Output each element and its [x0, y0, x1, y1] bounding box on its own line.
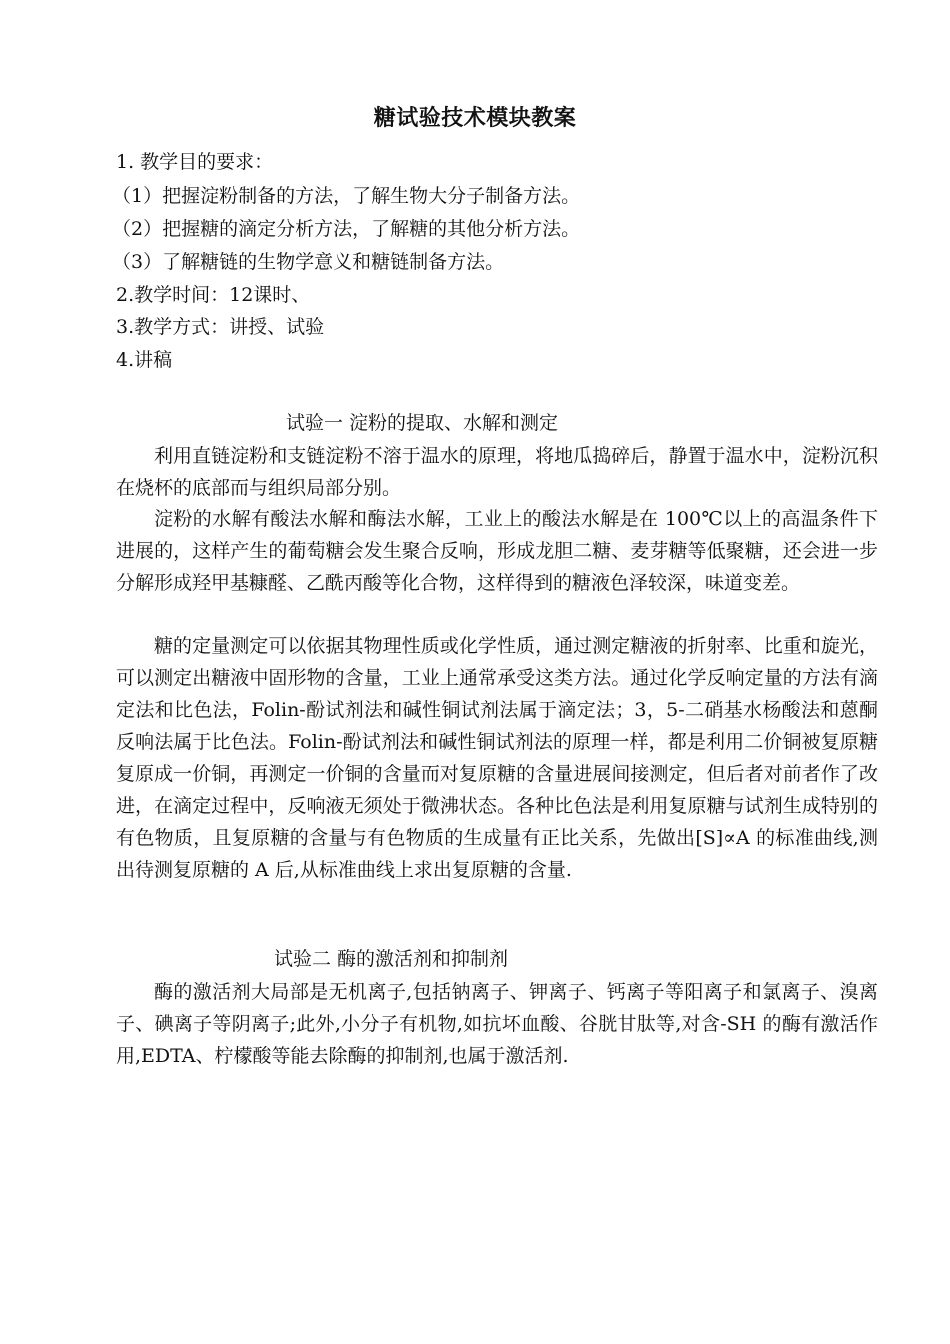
lecture-notes-heading: 4.讲稿 — [116, 349, 173, 371]
teaching-method: 3.教学方式：讲授、试验 — [116, 316, 325, 338]
experiment2-heading: 试验二 酶的激活剂和抑制剂 — [274, 948, 509, 970]
objective-item-3: （3）了解糖链的生物学意义和糖链制备方法。 — [112, 251, 505, 273]
experiment1-paragraph: 糖的定量测定可以依据其物理性质或化学性质，通过测定糖液的折射率、比重和旋光，可以测定出糖液中固形物的含量，工业上通常承受这类方法。通过化学反响定量的方法有滴定法和比色法，Folin-酚试剂法和碱性铜试剂法属于滴定法；3，5-二硝基水杨酸法和蒽酮反响法属于比色法。Folin-酚试剂法和碱性铜试剂法的原理一样，都是利用二价铜被复原糖复原成一价铜，再测定一价铜的含量而对复原糖的含量进展间接测定，但后者对前者作了改进，在滴定过程中，反响液无须处于微沸状态。各种比色法是利用复原糖与试剂生成特别的有色物质，且复原糖的含量与有色物质的生成量有正比关系，先做出[S]∝A 的标准曲线,测出待测复原糖的 A 后,从标准曲线上求出复原糖的含量. — [116, 635, 878, 881]
experiment2-paragraph: 酶的激活剂大局部是无机离子,包括钠离子、钾离子、钙离子等阳离子和氯离子、溴离子、碘离子等阴离子;此外,小分子有机物,如抗坏血酸、谷胱甘肽等,对含-SH 的酶有激活作用,EDTA、柠檬酸等能去除酶的抑制剂,也属于激活剂. — [116, 981, 878, 1067]
objective-heading: 1. 教学目的要求： — [116, 151, 274, 173]
teaching-time: 2.教学时间：12课时、 — [116, 284, 311, 306]
experiment1-heading: 试验一 淀粉的提取、水解和测定 — [286, 412, 559, 434]
document-title: 糖试验技术模块教案 — [373, 105, 577, 131]
objective-item-1: （1）把握淀粉制备的方法，了解生物大分子制备方法。 — [112, 185, 581, 207]
experiment1-paragraph: 淀粉的水解有酸法水解和酶法水解，工业上的酸法水解是在 100℃以上的高温条件下进展的，这样产生的葡萄糖会发生聚合反响，形成龙胆二糖、麦芽糖等低聚糖，还会进一步分解形成羟甲基糠醛、乙酰丙酸等化合物，这样得到的糖液色泽较深，味道变差。 — [116, 508, 878, 594]
experiment1-paragraph: 利用直链淀粉和支链淀粉不溶于温水的原理，将地瓜捣碎后，静置于温水中，淀粉沉积在烧杯的底部而与组织局部分别。 — [116, 445, 878, 499]
objective-item-2: （2）把握糖的滴定分析方法，了解糖的其他分析方法。 — [112, 218, 581, 240]
